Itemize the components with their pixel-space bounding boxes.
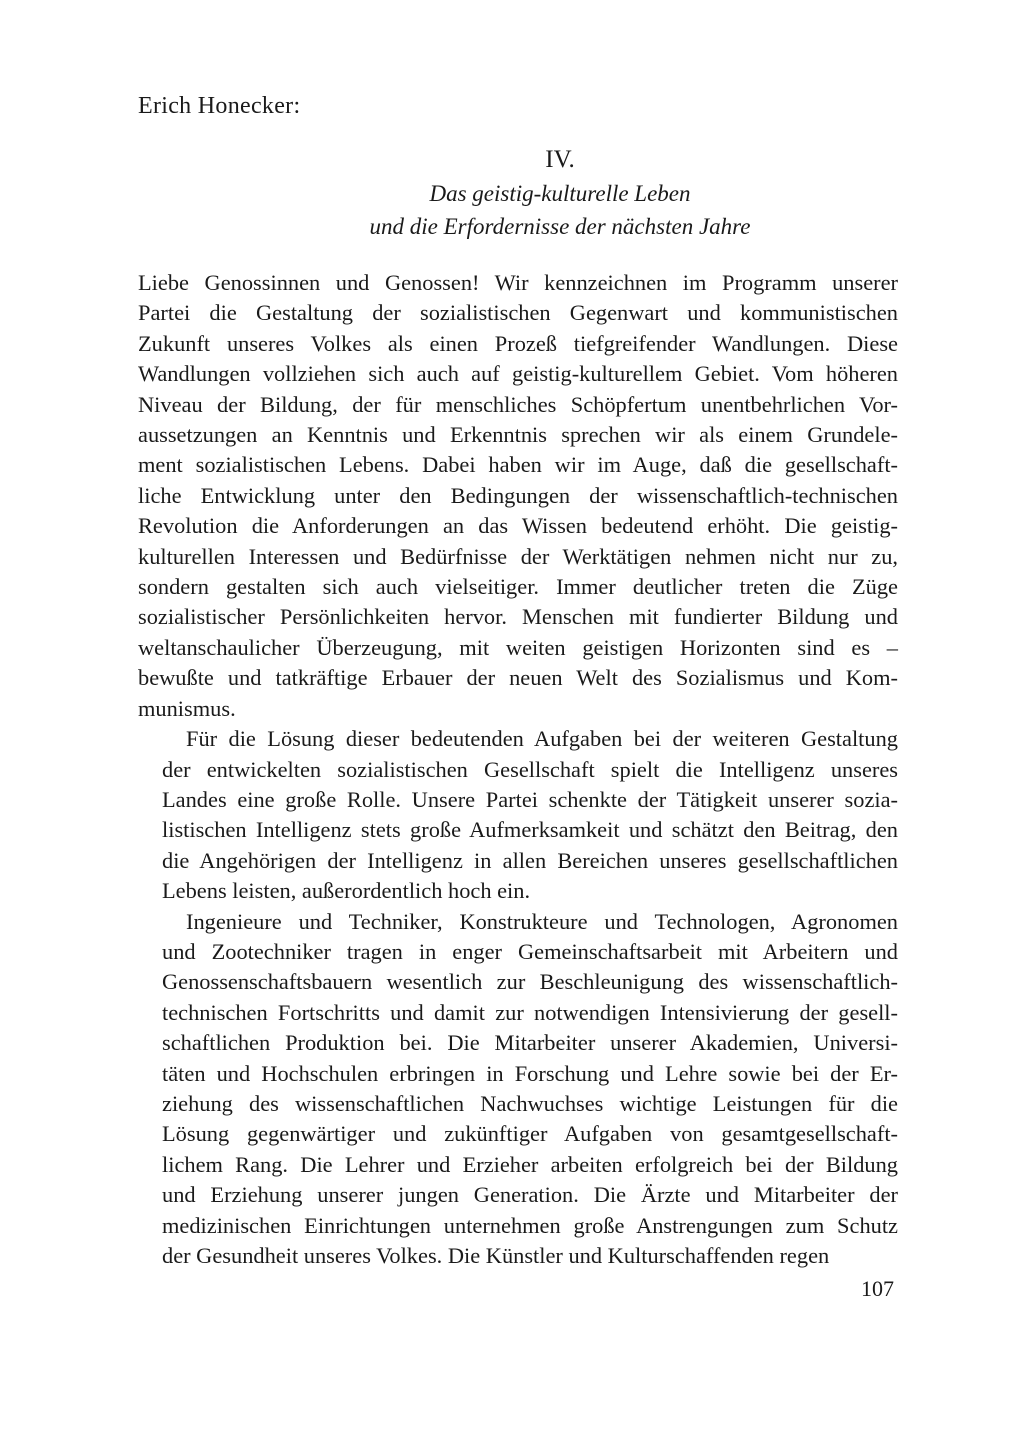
section-title-line-1: Das geistig-kulturelle Leben <box>429 181 691 206</box>
text-line: sondern gestalten sich auch vielseitiger. Immer deutlicher treten die Züge <box>138 574 898 600</box>
text-line: listischen Intelligenz stets große Aufmerksamkeit und schätzt den Beitrag, den <box>162 817 898 843</box>
paragraph <box>138 268 898 724</box>
text-line: aussetzungen an Kenntnis und Erkenntnis sprechen wir als einem Grundele- <box>138 422 898 448</box>
text-line: weltanschaulicher Überzeugung, mit weiten geistigen Horizonten sind es – <box>138 634 898 660</box>
text-line: Für die Lösung dieser bedeutenden Aufgaben bei der weiteren Gestaltung <box>186 726 898 752</box>
text-line: Niveau der Bildung, der für menschliches Schöpfertum unentbehrlichen Vor- <box>138 391 898 417</box>
text-line: Partei die Gestaltung der sozialistischen Gegenwart und kommunistischen <box>138 300 898 326</box>
text-line: munismus. <box>138 695 236 721</box>
text-line: Genossenschaftsbauern wesentlich zur Beschleunigung des wissenschaftlich- <box>162 969 898 995</box>
text-line: Ingenieure und Techniker, Konstrukteure und Technologen, Agronomen <box>186 908 898 934</box>
text-line: Lebens leisten, außerordentlich hoch ein. <box>162 878 531 904</box>
text-line: kulturellen Interessen und Bedürfnisse der Werktätigen nehmen nicht nur zu, <box>138 543 898 569</box>
text-line: Revolution die Anforderungen an das Wissen bedeutend erhöht. Die geistig- <box>138 513 898 539</box>
text-line: Landes eine große Rolle. Unsere Partei schenkte der Tätigkeit unserer sozia- <box>162 786 898 812</box>
text-line: und Erziehung unserer jungen Generation. Die Ärzte und Mitarbeiter der <box>162 1182 898 1208</box>
text-line: bewußte und tatkräftige Erbauer der neuen Welt des Sozialismus und Kom- <box>138 665 898 691</box>
section-heading <box>138 143 894 243</box>
text-line: ment sozialistischen Lebens. Dabei haben wir im Auge, daß die gesellschaft- <box>138 452 898 478</box>
text-line: die Angehörigen der Intelligenz in allen Bereichen unseres gesellschaftlichen <box>162 847 898 873</box>
text-line: ziehung des wissenschaftlichen Nachwuchses wichtige Leistungen für die <box>162 1090 898 1116</box>
author-heading: Erich Honecker: <box>138 93 301 119</box>
text-line: Liebe Genossinnen und Genossen! Wir kennzeichnen im Programm unserer <box>138 270 898 295</box>
text-line: und Zootechniker tragen in enger Gemeinschaftsarbeit mit Arbeitern und <box>162 938 898 964</box>
text-line: liche Entwicklung unter den Bedingungen der wissenschaftlich-technischen <box>138 482 898 508</box>
paragraph <box>138 724 898 906</box>
section-number: IV. <box>545 146 575 173</box>
paragraph <box>138 907 898 1272</box>
page-number: 107 <box>861 1276 894 1301</box>
text-line: Lösung gegenwärtiger und zukünftiger Aufgaben von gesamtgesellschaft- <box>162 1121 898 1147</box>
text-line: der Gesundheit unseres Volkes. Die Künstler und Kulturschaffenden regen <box>162 1243 830 1268</box>
text-line: medizinischen Einrichtungen unternehmen große Anstrengungen zum Schutz <box>162 1212 898 1238</box>
text-line: Zukunft unseres Volkes als einen Prozeß tiefgreifender Wandlungen. Diese <box>138 330 898 356</box>
text-line: der entwickelten sozialistischen Gesellschaft spielt die Intelligenz unseres <box>162 756 898 782</box>
body-text <box>138 268 898 1271</box>
text-line: täten und Hochschulen erbringen in Forschung und Lehre sowie bei der Er- <box>162 1060 898 1086</box>
section-title-line-2: und die Erfordernisse der nächsten Jahre <box>369 214 751 239</box>
text-line: lichem Rang. Die Lehrer und Erzieher arbeiten erfolgreich bei der Bildung <box>162 1151 898 1177</box>
text-line: technischen Fortschritts und damit zur notwendigen Intensivierung der gesell- <box>162 999 898 1025</box>
text-line: schaftlichen Produktion bei. Die Mitarbeiter unserer Akademien, Universi- <box>162 1030 898 1056</box>
text-line: Wandlungen vollziehen sich auch auf geistig-kulturellem Gebiet. Vom höheren <box>138 361 898 387</box>
text-line: sozialistischer Persönlichkeiten hervor. Menschen mit fundierter Bildung und <box>138 604 898 630</box>
